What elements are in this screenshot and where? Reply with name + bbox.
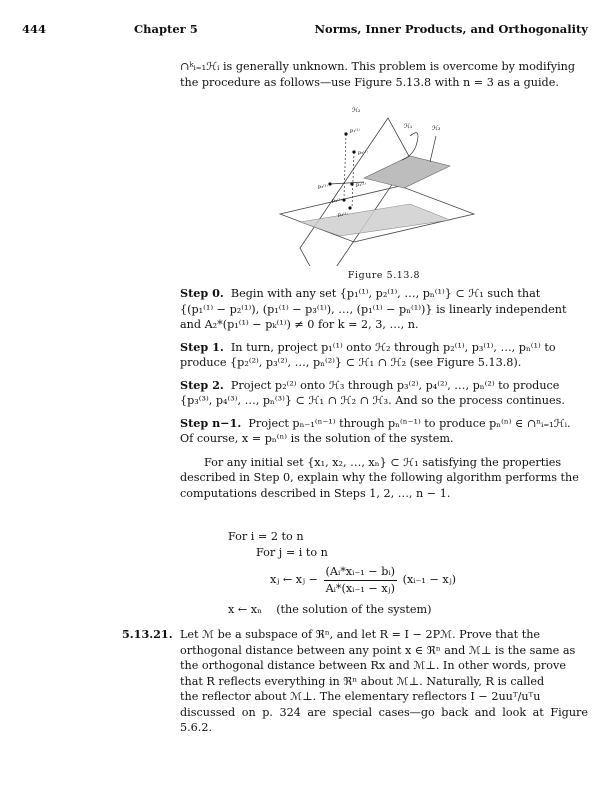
step-text: Project p₂⁽²⁾ onto ℋ₃ through p₃⁽²⁾, p₄⁽²⁾, …, pₙ⁽²⁾ to produce bbox=[230, 378, 560, 392]
figure-label: p₁⁽¹⁾ bbox=[350, 128, 360, 134]
chapter-label: Chapter 5 bbox=[134, 22, 198, 36]
algo-assign-lhs: xⱼ ← xⱼ − bbox=[270, 573, 318, 586]
figure-label: p₁⁽²⁾ bbox=[356, 182, 366, 188]
step-1 bbox=[180, 340, 588, 371]
step-label: Step n−1. bbox=[180, 415, 242, 430]
page-number: 444 bbox=[22, 22, 47, 36]
paragraph-line: For any initial set {x₁, x₂, …, xₙ} ⊂ ℋ₁ satisfying the properties bbox=[204, 455, 562, 469]
exercise-paragraph bbox=[180, 455, 588, 502]
exercise-text bbox=[180, 627, 588, 736]
algo-final bbox=[228, 602, 588, 618]
point-p3-3 bbox=[348, 206, 351, 209]
exercise-line: the orthogonal distance between Rx and ℳ⊥. In other words, prove bbox=[180, 659, 566, 672]
plane-h3-lower bbox=[300, 204, 450, 236]
exercise-line: the reflector about ℳ⊥. The elementary reflectors I − 2uuᵀ/uᵀu bbox=[180, 690, 541, 703]
step-text: In turn, project p₁⁽¹⁾ onto ℋ₂ through p₂⁽¹⁾, p₃⁽¹⁾, …, pₙ⁽¹⁾ to bbox=[230, 340, 556, 354]
figure-label: p₂⁽²⁾ bbox=[332, 198, 342, 204]
intro-line: ∩ᵏᵢ₌₁ℋᵢ is generally unknown. This problem is overcome by modifying bbox=[180, 60, 576, 73]
algo-final-note: (the solution of the system) bbox=[276, 603, 432, 616]
figure-caption: Figure 5.13.8 bbox=[347, 270, 421, 281]
algo-frac-num: (Aᵢ*xᵢ₋₁ − bᵢ) bbox=[324, 564, 398, 581]
algo-fraction bbox=[324, 564, 398, 596]
step-text: {(p₁⁽¹⁾ − p₂⁽¹⁾), (p₁⁽¹⁾ − p₃⁽¹⁾), …, (p₁⁽¹⁾ − pₙ⁽¹⁾)} is linearly independent bbox=[180, 302, 567, 316]
algo-assign-rhs: (xᵢ₋₁ − xⱼ) bbox=[402, 573, 457, 586]
projection-line-2 bbox=[352, 152, 354, 208]
exercise-line: discussed on p. 324 are special cases—go back and look at Figure 5.6.2. bbox=[180, 705, 588, 734]
figure-label: p₃⁽³⁾ bbox=[338, 212, 348, 218]
exercise-number: 5.13.21. bbox=[122, 627, 173, 641]
paragraph-line: described in Step 0, explain why the following algorithm performs the bbox=[180, 471, 579, 484]
algo-assignment bbox=[270, 564, 588, 596]
step-2 bbox=[180, 378, 588, 409]
step-text: Begin with any set {p₁⁽¹⁾, p₂⁽¹⁾, …, pₙ⁽¹⁾} ⊂ ℋ₁ such that bbox=[230, 287, 541, 300]
point-p2-1 bbox=[352, 150, 355, 153]
exercise-line: that R reflects everything in ℜⁿ about ℳ⊥. Naturally, R is called bbox=[180, 674, 545, 688]
step-label: Step 1. bbox=[180, 339, 224, 354]
figure-label: p₂⁽¹⁾ bbox=[358, 150, 368, 156]
exercise-line: orthogonal distance between any point x ∈ ℜⁿ and ℳ⊥ is the same as bbox=[180, 643, 576, 657]
algorithm-block bbox=[228, 529, 588, 618]
plane-h3 bbox=[364, 156, 450, 188]
hyperplane-figure bbox=[260, 96, 480, 266]
steps-block bbox=[180, 286, 588, 501]
step-text: Of course, x = pₙ⁽ⁿ⁾ is the solution of the system. bbox=[180, 432, 454, 445]
step-text: {p₃⁽³⁾, p₄⁽³⁾, …, pₙ⁽³⁾} ⊂ ℋ₁ ∩ ℋ₂ ∩ ℋ₃. And so the process continues. bbox=[180, 394, 565, 407]
step-text: Project pₙ₋₁⁽ⁿ⁻¹⁾ through pₙ⁽ⁿ⁻¹⁾ to produce pₙ⁽ⁿ⁾ ∈ ∩ⁿᵢ₌₁ℋᵢ. bbox=[248, 416, 571, 430]
algo-for-i: For i = 2 to n bbox=[228, 530, 304, 543]
projection-line-1 bbox=[344, 134, 346, 198]
step-text: and A₂*(p₁⁽¹⁾ − pₖ⁽¹⁾) ≠ 0 for k = 2, 3, …, n. bbox=[180, 318, 419, 331]
step-text: produce {p₂⁽²⁾, p₃⁽²⁾, …, pₙ⁽²⁾} ⊂ ℋ₁ ∩ ℋ₂ (see Figure 5.13.8). bbox=[180, 356, 522, 369]
running-header bbox=[22, 22, 588, 38]
algo-for-j: For j = i to n bbox=[256, 545, 328, 559]
step-n-1 bbox=[180, 416, 588, 447]
intro-line: the procedure as follows—use Figure 5.13.8 with n = 3 as a guide. bbox=[180, 75, 559, 89]
figure-label: ℋ₂ bbox=[352, 107, 361, 114]
figure-label: p₃⁽¹⁾ bbox=[318, 184, 328, 190]
step-0 bbox=[180, 286, 588, 333]
point-p3-1 bbox=[328, 182, 331, 185]
intro-text bbox=[180, 59, 588, 90]
algo-final-expr: x ← xₙ bbox=[228, 603, 262, 616]
label-pointer bbox=[430, 136, 436, 162]
point-p2-2 bbox=[342, 198, 345, 201]
step-label: Step 2. bbox=[180, 377, 224, 392]
plane-h2 bbox=[300, 118, 413, 266]
figure-label: ℋ₃ bbox=[432, 125, 441, 132]
step-label: Step 0. bbox=[180, 286, 224, 300]
algo-frac-den: Aᵢ*(xᵢ₋₁ − xⱼ) bbox=[325, 581, 395, 595]
chapter-title: Norms, Inner Products, and Orthogonality bbox=[314, 22, 588, 36]
exercise-line: Let ℳ be a subspace of ℜⁿ, and let R = I − 2Pℳ. Prove that the bbox=[180, 628, 541, 641]
point-p1-2 bbox=[350, 182, 353, 185]
paragraph-line: computations described in Steps 1, 2, …, n − 1. bbox=[180, 486, 451, 500]
point-p1-1 bbox=[344, 132, 347, 135]
figure-label: ℋ₁ bbox=[404, 123, 413, 130]
